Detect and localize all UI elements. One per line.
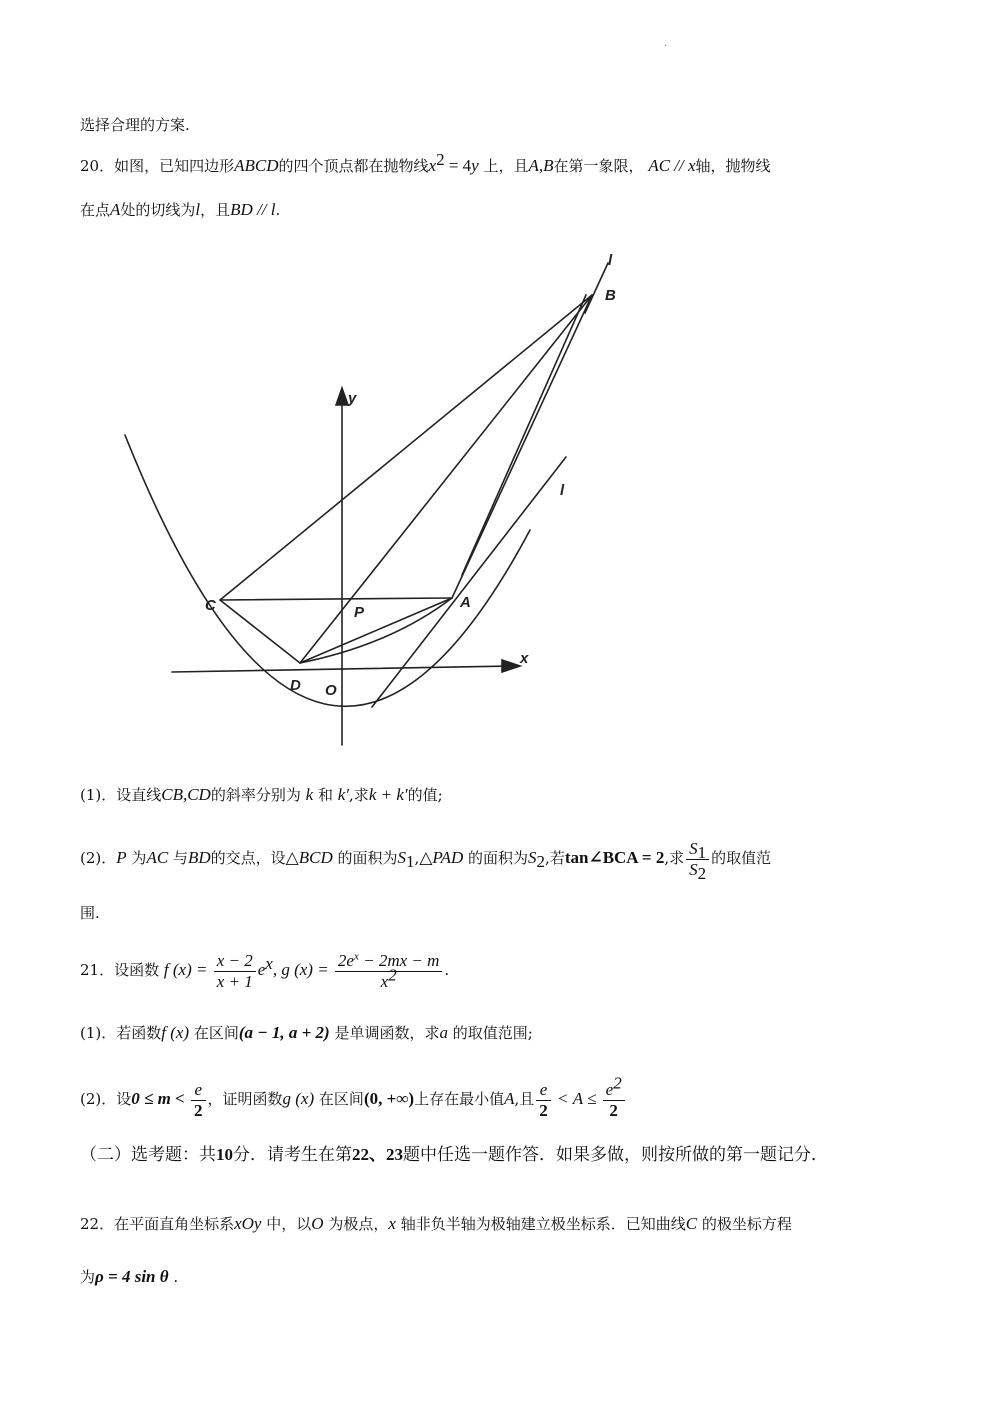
label-p: P (354, 604, 365, 621)
point-o: O (311, 1214, 324, 1233)
point-p: P (116, 848, 127, 867)
q22-text: . (173, 1268, 179, 1286)
q20-text: 轴，抛物线 (695, 157, 771, 175)
q20-text: 的四个顶点都在抛物线 (278, 157, 429, 175)
q21-line (80, 948, 449, 992)
q20-part1 (80, 784, 443, 806)
cond-frac (191, 1080, 206, 1121)
frac-num: − 2mx − m (358, 950, 440, 970)
segment-da (300, 598, 452, 663)
part-text: ，证明函数 (207, 1090, 283, 1108)
ac-parallel: AC // x (648, 156, 696, 175)
q22-text: 为 (80, 1268, 96, 1286)
var-s2: S (528, 848, 537, 867)
q20-text: 在第一象限， (553, 157, 644, 175)
segment-cb (220, 295, 592, 600)
frac-num: e (536, 1080, 551, 1101)
e: e (257, 960, 266, 979)
sub: 1 (697, 842, 707, 862)
exp: 2 (613, 1072, 622, 1092)
var-s1: S (397, 848, 407, 867)
segment-cd (220, 600, 300, 663)
frac-den: 2 (194, 1100, 203, 1120)
polar-equation: ρ = 4 sin θ (95, 1267, 169, 1286)
frac-num: x − 2 (214, 951, 256, 972)
part-text: ,求 (664, 849, 685, 867)
q20-text: . (275, 201, 281, 219)
section-elective (80, 1140, 910, 1170)
seg-bd: BD (187, 848, 211, 867)
part-text: ,若 (545, 849, 565, 867)
f-fraction (214, 951, 256, 992)
q21-text: 设函数 (114, 961, 160, 979)
var-a: A (504, 1089, 515, 1108)
q20-text: 处的切线为 (120, 201, 196, 219)
part-text: 的交点，设 (210, 849, 286, 867)
q21-part1 (80, 1022, 533, 1044)
eq-exp: 2 (436, 150, 445, 169)
var-k: k (305, 785, 314, 804)
exp: x (353, 949, 359, 962)
fx: f (x) (161, 1023, 190, 1042)
frac-den: 2 (539, 1100, 548, 1120)
segment-ca (220, 598, 452, 600)
part-text: ,且 (514, 1090, 535, 1108)
q20-line1 (80, 150, 771, 177)
q20-part2 (80, 836, 772, 883)
question-nums: 22、23 (352, 1145, 403, 1164)
xoy: xOy (234, 1214, 262, 1233)
q22-line1 (80, 1213, 792, 1235)
sub: 2 (536, 852, 546, 871)
part-text: 和 (317, 786, 333, 804)
frac-num: e (191, 1080, 206, 1101)
top-dot: . (664, 38, 668, 49)
part-text: 的面积为 (337, 849, 398, 867)
interval: (0, +∞) (363, 1089, 415, 1108)
part-text: 为 (131, 849, 147, 867)
q20-text: ，且 (200, 201, 231, 219)
eq-x: x (428, 156, 437, 175)
x-axis-arrow (502, 660, 520, 672)
sub: 1 (406, 852, 415, 871)
gx: g (x) (282, 1089, 315, 1108)
interval: (a − 1, a + 2) (238, 1023, 330, 1042)
label-a: A (460, 594, 471, 611)
q21-part2 (80, 1072, 627, 1121)
part-text: 是单调函数，求 (334, 1024, 440, 1042)
part-text: 上存在最小值 (414, 1090, 505, 1108)
q20-line2 (80, 199, 280, 221)
label-x: x (520, 650, 529, 667)
part-text: (1)．若函数 (80, 1024, 162, 1042)
triangle-pad: △PAD (419, 848, 464, 867)
seg-ac: AC (146, 848, 169, 867)
triangle-bcd: △BCD (285, 848, 333, 867)
bd-parallel: BD // l (230, 200, 276, 219)
label-l-mid: l (560, 482, 565, 499)
frac-den: x (380, 971, 389, 991)
g-fraction (335, 951, 442, 992)
point-a: A (110, 200, 121, 219)
var-x: x (388, 1214, 396, 1233)
q21-text: . (444, 961, 450, 979)
label-l-top: l (608, 252, 613, 269)
label-b: B (605, 287, 616, 304)
frac-num: S (689, 838, 698, 858)
frac-num: e (605, 1079, 614, 1099)
q20-text: 上，且 (483, 157, 529, 175)
points-ab: A,B (528, 156, 554, 175)
curve-c: C (685, 1214, 698, 1233)
part-text: 在区间 (318, 1090, 364, 1108)
label-c: C (205, 597, 216, 614)
quad-abcd: ABCD (234, 156, 279, 175)
part-text: , (414, 849, 420, 867)
upper-frac (603, 1072, 625, 1121)
q22-text: 为极点， (328, 1215, 389, 1233)
frac-num: 2e (337, 950, 354, 970)
frac-den: S (689, 859, 698, 879)
line-l: l (195, 200, 201, 219)
f-label: f (x) = (163, 960, 212, 979)
q22-text: 在平面直角坐标系 (114, 1215, 235, 1233)
q20-text: 如图，已知四边形 (114, 157, 235, 175)
label-d: D (290, 677, 301, 694)
eq-y: y (471, 156, 479, 175)
q22-number: 22． (80, 1215, 115, 1233)
tan-condition: tan∠BCA = 2 (564, 848, 665, 867)
sum-k: k + k′ (368, 785, 408, 804)
part-text: 的面积为 (468, 849, 529, 867)
parabola-curve (125, 435, 530, 706)
q21-number: 21． (80, 961, 115, 979)
part-text: (1)．设直线 (80, 786, 162, 804)
q20-part2-line2: 围. (80, 904, 100, 922)
q22-text: 轴非负半轴为极轴建立极坐标系．已知曲线 (400, 1215, 686, 1233)
section-text: 题中任选一题作答．如果多做，则按所做的第一题记分． (403, 1145, 828, 1165)
part-text: (2)．设 (80, 1090, 132, 1108)
eq-rest: = 4 (444, 156, 472, 175)
part-text: 的取值范围; (452, 1024, 533, 1042)
part-text: 在区间 (193, 1024, 239, 1042)
parabola-figure (100, 245, 616, 755)
q22-line2 (80, 1266, 178, 1288)
section-text: （二）选考题：共 (80, 1145, 216, 1165)
intro-line: 选择合理的方案. (80, 116, 190, 134)
q20-text: 在点 (80, 201, 111, 219)
q20-number: 20． (80, 157, 115, 175)
x-axis (172, 666, 510, 672)
exp: 2 (388, 964, 397, 984)
q22-text: 的极坐标方程 (701, 1215, 792, 1233)
exp: x (265, 954, 273, 973)
part-text: 的值; (407, 786, 443, 804)
tangent-l (372, 457, 566, 707)
section-text: 分．请考生在第 (233, 1145, 352, 1165)
cond: 0 ≤ m < (131, 1089, 189, 1108)
g-label: , g (x) = (272, 960, 333, 979)
part-text: ,求 (349, 786, 369, 804)
sub: 2 (697, 863, 707, 883)
y-axis-arrow (336, 388, 348, 405)
label-y: y (348, 390, 357, 407)
frac-den: x + 1 (216, 971, 253, 991)
inequality: < A ≤ (552, 1089, 601, 1108)
part-text: 的斜率分别为 (210, 786, 301, 804)
frac-den: 2 (609, 1100, 618, 1120)
ratio-s1-s2 (686, 838, 709, 883)
q22-text: 中，以 (266, 1215, 312, 1233)
part-text: 与 (172, 849, 188, 867)
var-k-prime: k′ (337, 785, 350, 804)
lines-cb-cd: CB,CD (161, 785, 211, 804)
part-text: (2)． (80, 849, 117, 867)
var-a: a (439, 1023, 448, 1042)
lower-frac (536, 1080, 551, 1121)
points: 10 (216, 1145, 233, 1164)
segment-ab (452, 295, 592, 598)
part-text: 的取值范 (711, 849, 772, 867)
label-o: O (325, 682, 337, 699)
